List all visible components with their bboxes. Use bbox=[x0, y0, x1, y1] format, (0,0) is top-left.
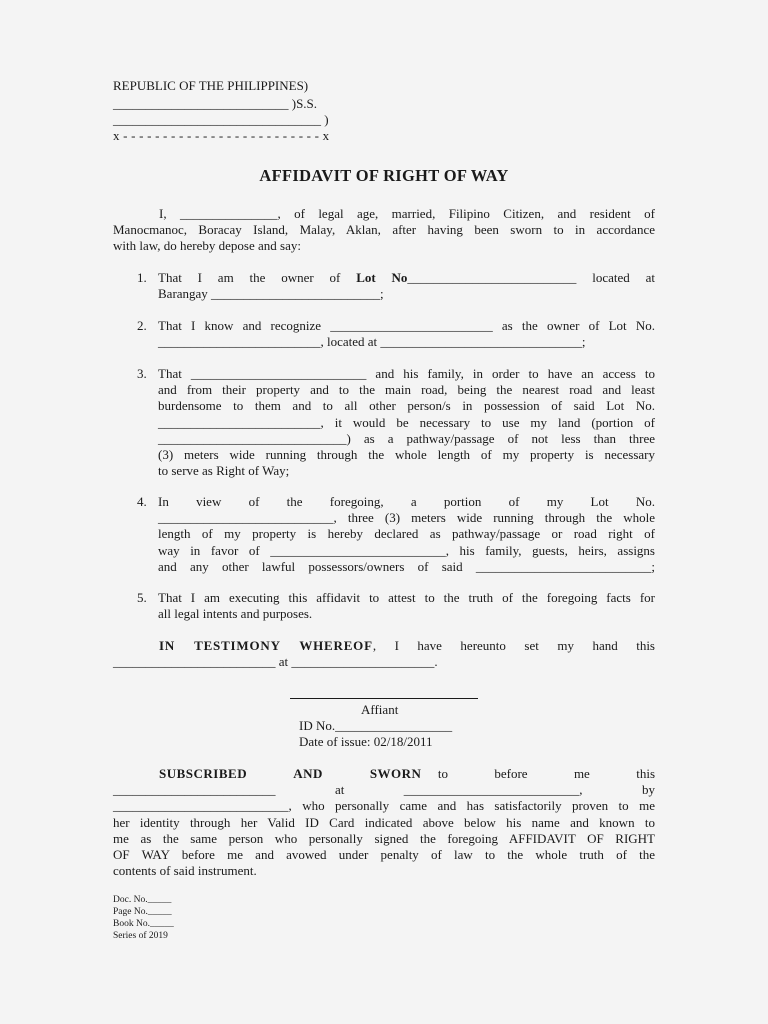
item-4-text bbox=[158, 494, 655, 575]
item-line: _____________________________) as a pathway/passage of not less than three bbox=[158, 430, 655, 446]
jurat-line-3: ___________________________, who personally came and has satisfactorily proven to me bbox=[113, 798, 655, 814]
jurat-line-2: _________________________ at ___________________________, by bbox=[113, 782, 655, 798]
item-line: That ___________________________ and his family, in order to have an access to bbox=[158, 366, 655, 381]
item-line: and any other lawful possessors/owners of said ___________________________; bbox=[158, 558, 655, 574]
affiant-label: Affiant bbox=[361, 702, 399, 717]
jurat-line-5: me as the same person who personally signed the foregoing AFFIDAVIT OF RIGHT bbox=[113, 830, 655, 846]
item-line: In view of the foregoing, a portion of my Lot No. bbox=[158, 494, 655, 509]
jurat-line-7: contents of said instrument. bbox=[113, 863, 257, 879]
testimony-paragraph bbox=[113, 638, 655, 670]
item-line: ___________________________, three (3) meters wide running through the whole bbox=[158, 510, 655, 526]
item-line: (3) meters wide running through the whole length of my property is necessary bbox=[158, 447, 655, 463]
caption-x-line: x - - - - - - - - - - - - - - - - - - - - - - - - - x bbox=[113, 128, 330, 143]
item-3-text bbox=[158, 366, 655, 479]
affiant-signature-line bbox=[290, 698, 478, 699]
jurat-line-1: SUBSCRIBED AND SWORN to before me this bbox=[159, 766, 655, 781]
notary-doc-no: Doc. No._____ bbox=[113, 895, 172, 905]
testimony-line-2: _________________________ at ______________________. bbox=[113, 654, 438, 670]
intro-paragraph bbox=[113, 206, 655, 255]
item-line: _________________________, it would be necessary to use my land (portion of bbox=[158, 414, 655, 430]
item-line: That I am executing this affidavit to attest to the truth of the foregoing facts for bbox=[158, 590, 655, 605]
caption-ss-line: ___________________________ )S.S. bbox=[113, 96, 318, 111]
jurat-line-4: her identity through her Valid ID Card indicated above below his name and known to bbox=[113, 814, 655, 830]
item-number: 5. bbox=[137, 590, 147, 605]
item-line: That I am the owner of Lot No__________________________ located at bbox=[158, 270, 655, 285]
caption-blank-line: ________________________________ ) bbox=[113, 112, 329, 127]
notary-page-no: Page No._____ bbox=[113, 907, 172, 917]
item-1-text bbox=[158, 270, 655, 302]
caption-republic: REPUBLIC OF THE PHILIPPINES) bbox=[113, 78, 309, 93]
document-title: AFFIDAVIT OF RIGHT OF WAY bbox=[259, 166, 509, 185]
testimony-line-1: IN TESTIMONY WHEREOF, I have hereunto set my hand this bbox=[159, 638, 655, 653]
item-number: 3. bbox=[137, 366, 147, 381]
item-2-text bbox=[158, 318, 655, 350]
intro-line-2: Manocmanoc, Boracay Island, Malay, Aklan, after having been sworn to in accordance bbox=[113, 222, 655, 238]
notary-series: Series of 2019 bbox=[113, 931, 168, 941]
jurat-line-6: OF WAY before me and avowed under penalty of law to the whole truth of the bbox=[113, 847, 655, 863]
item-number: 1. bbox=[137, 270, 147, 285]
item-number: 2. bbox=[137, 318, 147, 333]
item-line: to serve as Right of Way; bbox=[158, 463, 290, 479]
intro-line-3: with law, do hereby depose and say: bbox=[113, 238, 301, 254]
affiant-id: ID No.__________________ bbox=[299, 718, 453, 733]
item-line: all legal intents and purposes. bbox=[158, 606, 313, 622]
item-number: 4. bbox=[137, 494, 147, 509]
jurat-paragraph bbox=[113, 766, 655, 879]
item-line: length of my property is hereby declared as pathway/passage or road right of bbox=[158, 526, 655, 542]
item-5-text bbox=[158, 590, 655, 622]
item-line: _________________________, located at _______________________________; bbox=[158, 334, 586, 350]
item-line: Barangay __________________________; bbox=[158, 286, 384, 302]
intro-line-1: I, _______________, of legal age, married, Filipino Citizen, and resident of bbox=[159, 206, 655, 221]
item-line: way in favor of ___________________________, his family, guests, heirs, assigns bbox=[158, 542, 655, 558]
item-line: burdensome to them and to all other person/s in possession of said Lot No. bbox=[158, 398, 655, 414]
notary-book-no: Book No._____ bbox=[113, 919, 174, 929]
item-line: That I know and recognize _________________________ as the owner of Lot No. bbox=[158, 318, 655, 333]
affiant-date-of-issue: Date of issue: 02/18/2011 bbox=[299, 734, 433, 749]
item-line: and from their property and to the main road, being the nearest road and least bbox=[158, 382, 655, 398]
